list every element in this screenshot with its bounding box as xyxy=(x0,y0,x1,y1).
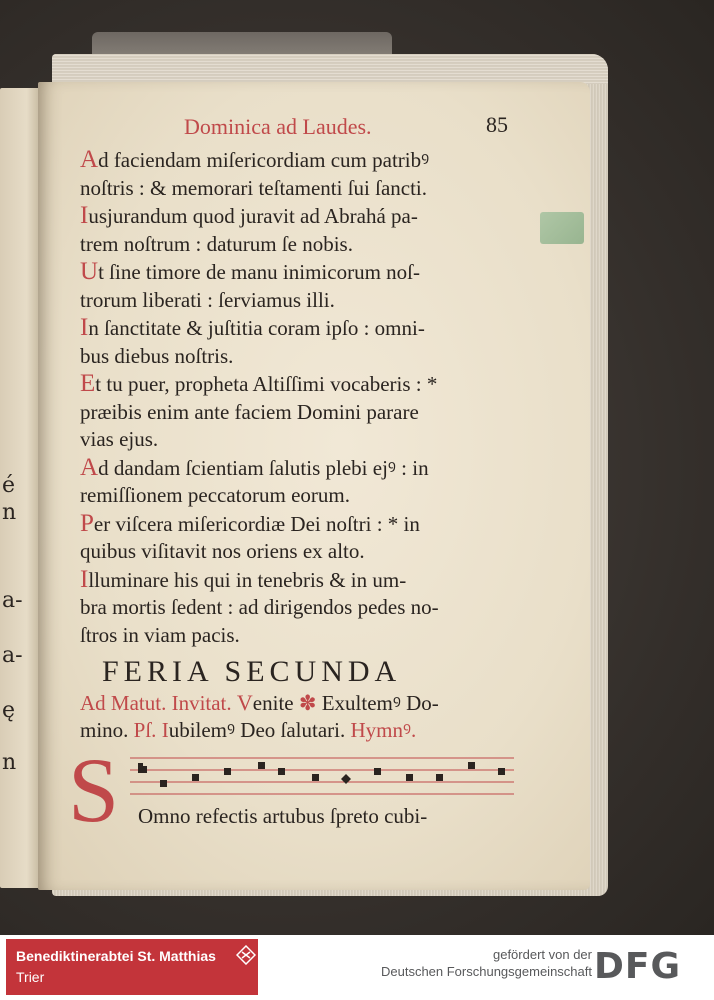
verse-text: trorum liberati : ſerviamus illi. xyxy=(80,287,335,312)
verse-text: er viſcera miſericordiæ Dei noſtri : * in xyxy=(93,511,420,536)
left-page-fragment: n xyxy=(2,500,17,525)
verse-text: noſtris : & memorari teſtamenti ſui ſancti. xyxy=(80,175,428,200)
verse-initial: A xyxy=(80,453,99,481)
verse-line xyxy=(80,510,520,539)
verse-initial: I xyxy=(80,565,89,593)
rubric-flower-icon: ✽ xyxy=(298,691,317,715)
running-title: Dominica ad Laudes. xyxy=(184,114,372,139)
verse-text: bra mortis ſedent : ad dirigendos pedes no- xyxy=(80,595,439,619)
funded-by-line-2: Deutschen Forschungsgemeinschaft xyxy=(380,964,592,979)
verse-text: quibus viſitavit nos oriens ex alto. xyxy=(80,539,365,563)
hymn-incipit: Omno refectis artubus ſpreto cubi- xyxy=(138,804,428,828)
psalm-rubric: Pſ. xyxy=(133,718,157,742)
left-page-edge xyxy=(0,88,38,888)
verse-initial: I xyxy=(80,202,89,229)
invitatory-initial: V xyxy=(236,690,253,715)
verse-initial: U xyxy=(80,258,99,285)
verse-line xyxy=(80,287,520,315)
verse-line xyxy=(80,314,520,343)
verse-text: t ſine timore de manu inimicorum noſ- xyxy=(98,260,420,284)
page-header xyxy=(80,112,520,146)
verse-text: vias ejus. xyxy=(80,427,159,451)
page-text xyxy=(68,112,520,841)
verse-line xyxy=(80,231,520,259)
invitatory-line-2 xyxy=(80,717,520,744)
left-page-fragment: a- xyxy=(2,643,23,668)
verse-line xyxy=(80,622,520,650)
hymn-rubric: Hymnꝰ. xyxy=(350,718,417,742)
canticle-verses xyxy=(80,146,520,649)
verse-line xyxy=(80,146,520,175)
verse-text: bus diebus noſtris. xyxy=(80,343,234,368)
footer-bar xyxy=(0,935,714,1000)
verse-initial: A xyxy=(80,146,99,173)
verse-line xyxy=(80,566,520,595)
verse-line xyxy=(80,538,520,566)
verse-line xyxy=(80,594,520,622)
verse-line xyxy=(80,258,520,287)
verse-line xyxy=(80,175,520,203)
page-tab-marker xyxy=(540,212,584,244)
invitatory-rubric: Ad Matut. Invitat. xyxy=(80,691,232,715)
invitatory-antiphon-end: mino. xyxy=(80,718,129,742)
institution-badge[interactable] xyxy=(6,939,258,995)
verse-line xyxy=(80,482,520,510)
left-page-fragment: é xyxy=(2,473,16,498)
institution-city: Trier xyxy=(16,969,45,985)
invitatory-word: enite xyxy=(252,691,294,715)
verse-text: remiſſionem peccatorum eorum. xyxy=(80,483,350,507)
verse-text: lluminare his qui in tenebris & in um- xyxy=(88,567,407,592)
invitatory-antiphon: Exultemꝰ Do- xyxy=(321,691,439,715)
hymn-music xyxy=(68,739,520,841)
left-page-fragment: n xyxy=(2,750,17,775)
dfg-logo[interactable]: DFG xyxy=(594,946,682,987)
verse-line xyxy=(80,202,520,231)
verse-line xyxy=(80,399,520,427)
verse-line xyxy=(80,370,520,399)
verse-text: d faciendam miſericordiam cum patribꝰ xyxy=(98,148,430,172)
institution-name: Benediktinerabtei St. Matthias xyxy=(16,948,216,964)
verse-line xyxy=(80,454,520,483)
verse-text: t tu puer, propheta Altiſſimi vocaberis : * xyxy=(95,372,438,396)
verse-text: ſtros in viam pacis. xyxy=(80,622,240,647)
verse-text: usjurandum quod juravit ad Abrahá pa- xyxy=(88,204,418,228)
verse-initial: P xyxy=(80,509,94,537)
verse-text: d dandam ſcientiam ſalutis plebi ejꝰ : in xyxy=(98,455,429,480)
funded-by-line-1: gefördert von der xyxy=(492,947,592,962)
music-staff xyxy=(130,754,514,800)
verse-text: præibis enim ante faciem Domini parare xyxy=(80,399,419,424)
invitatory-line-1 xyxy=(80,689,520,717)
left-page-fragment: a- xyxy=(2,588,23,613)
verse-text: trem noſtrum : daturum ſe nobis. xyxy=(80,231,353,256)
verse-line xyxy=(80,426,520,454)
psalm-incipit: ubilemꝰ Deo ſalutari. xyxy=(168,718,346,742)
verse-initial: I xyxy=(80,314,89,341)
psalm-initial: I xyxy=(161,718,169,742)
verse-text: n ſanctitate & juſtitia coram ipſo : omni- xyxy=(88,316,425,340)
page-number: 85 xyxy=(486,112,508,137)
left-page-fragment: ę xyxy=(2,698,16,723)
verse-initial: E xyxy=(80,370,96,397)
section-heading: FERIA SECUNDA xyxy=(102,655,402,688)
abbey-logo-icon xyxy=(236,945,256,965)
drop-cap: S xyxy=(68,739,120,841)
verse-line xyxy=(80,343,520,371)
